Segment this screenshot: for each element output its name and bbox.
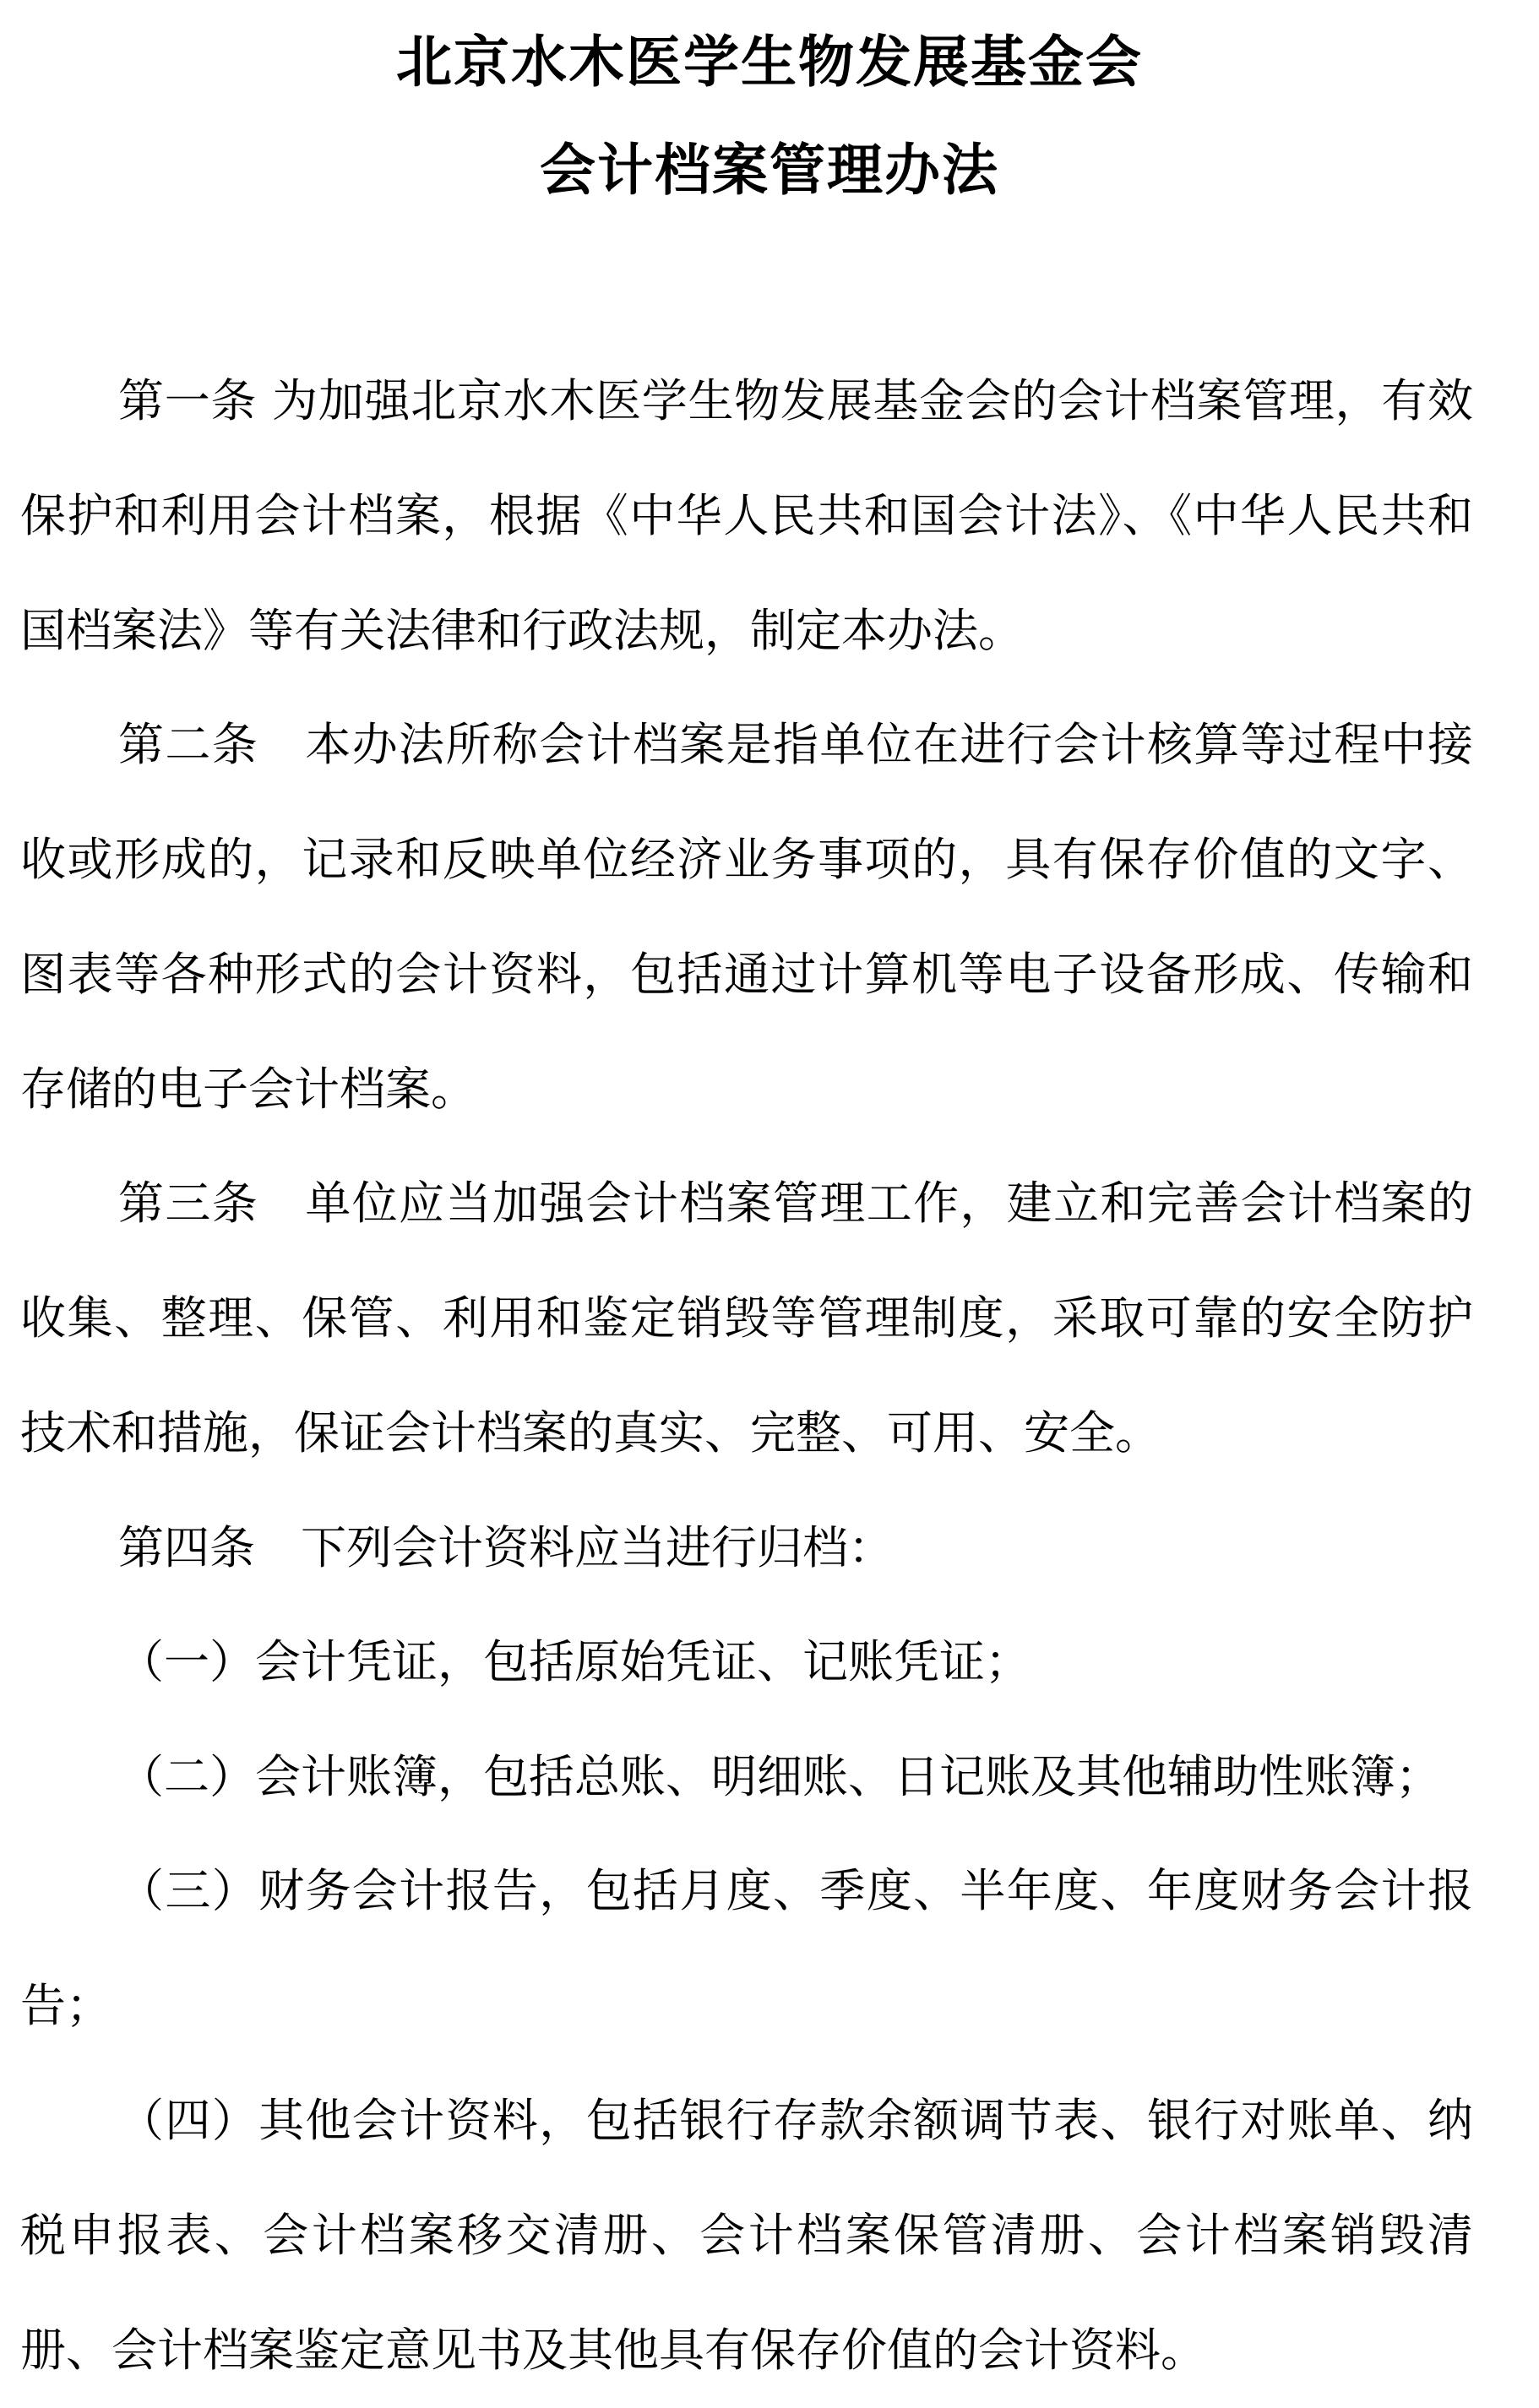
article-2-paragraph: 第二条 本办法所称会计档案是指单位在进行会计核算等过程中接收或形成的，记录和反映单位经济业务事项的，具有保存价值的文字、图表等各种形式的会计资料，包括通过计算机等电子设备形成、传输和存储的电子会计档案。 [20,718,1473,1116]
article-3-paragraph: 第三条 单位应当加强会计档案管理工作，建立和完善会计档案的收集、整理、保管、利用和鉴定销毁等管理制度，采取可靠的安全防护技术和措施，保证会计档案的真实、完整、可用、安全。 [20,1177,1473,1459]
article-4-item-3: （三）财务会计报告，包括月度、季度、半年度、年度财务会计报告； [20,1864,1473,2032]
document-title: 北京水木医学生物发展基金会 [396,30,1143,95]
article-1-paragraph: 第一条 为加强北京水木医学生物发展基金会的会计档案管理，有效保护和利用会计档案，根据《中华人民共和国会计法》、《中华人民共和国档案法》等有关法律和行政法规，制定本办法。 [20,374,1473,657]
article-4-item-2: （二）会计账簿，包括总账、明细账、日记账及其他辅助性账簿； [118,1750,1441,1803]
article-4-item-1: （一）会计凭证，包括原始凭证、记账凭证； [118,1635,1031,1688]
document-subtitle: 会计档案管理办法 [540,138,999,203]
article-4-paragraph: 第四条 下列会计资料应当进行归档： [118,1521,894,1574]
article-4-item-4: （四）其他会计资料，包括银行存款余额调节表、银行对账单、纳税申报表、会计档案移交清册、会计档案保管清册、会计档案销毁清册、会计档案鉴定意见书及其他具有保存价值的会计资料。 [20,2094,1473,2377]
